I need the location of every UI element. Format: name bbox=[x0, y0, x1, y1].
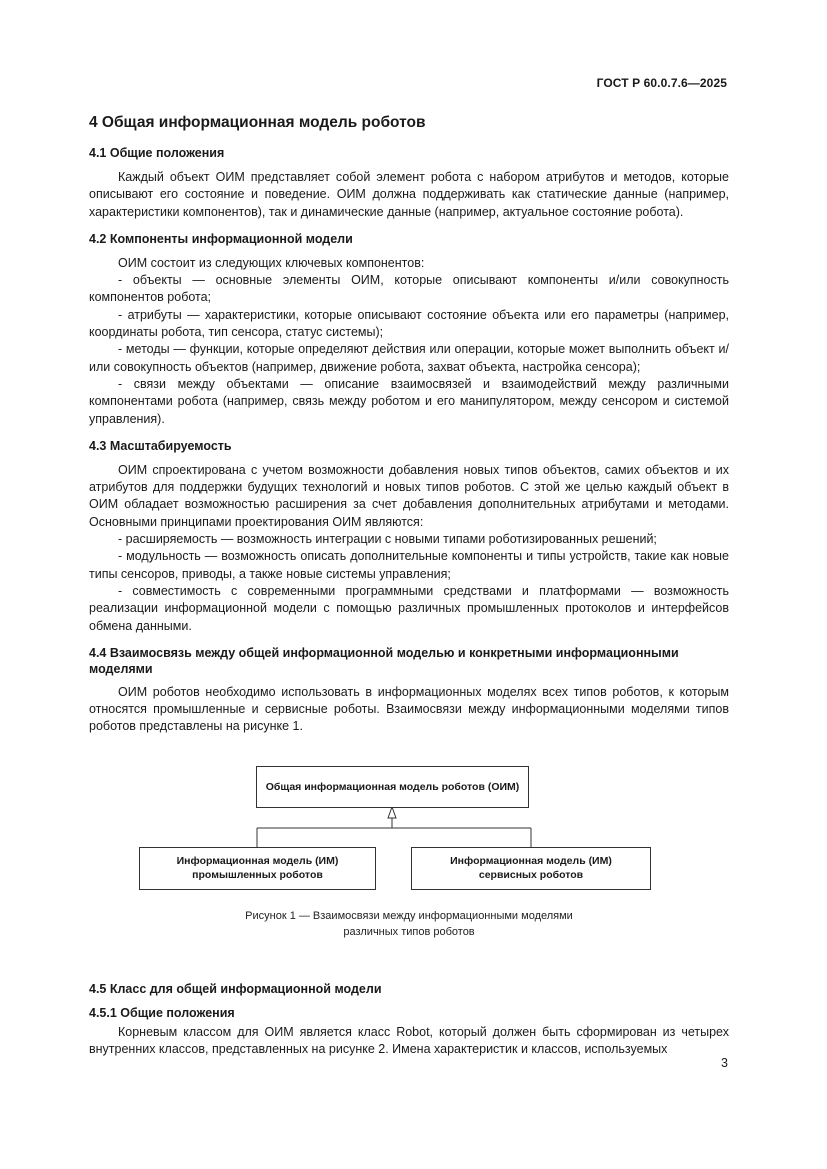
list-item-relations: - связи между объектами — описание взаимосвязей и взаимодействий между различными компонентами робота (например, связь между роботом и его манипулятором, между сенсором и системой управления). bbox=[89, 376, 729, 426]
section-4-2-intro: ОИМ состоит из следующих ключевых компонентов: bbox=[118, 255, 425, 270]
caption-line2: различных типов роботов bbox=[343, 925, 475, 938]
list-item-objects: - объекты — основные элементы ОИМ, которые описывают компоненты и/или совокупность компонентов робота; bbox=[89, 273, 729, 305]
section-4-5-1-paragraph: Корневым классом для ОИМ является класс Robot, который должен быть сформирован из четырех внутренних классов, представленных на рисунке 2. Имена характеристик и классов, используемых bbox=[89, 1024, 729, 1057]
section-4-3-title: 4.3 Масштабируемость bbox=[89, 438, 232, 453]
section-4-1 bbox=[89, 145, 729, 221]
list-item-compatibility: - совместимость с современными программными средствами и платформами — возможность реализации информационной модели с помощью различных промышленных протоколов и интерфейсов обмена данными. bbox=[89, 583, 729, 633]
box-service-model bbox=[411, 847, 651, 890]
page-number: 3 bbox=[721, 1056, 728, 1070]
section-4-1-title: 4.1 Общие положения bbox=[89, 146, 225, 160]
box-service-line2: сервисных роботов bbox=[478, 869, 584, 882]
caption-line1: Рисунок 1 — Взаимосвязи между информационными моделями bbox=[245, 909, 573, 922]
section-4-2-title: 4.2 Компоненты информационной модели bbox=[89, 231, 353, 246]
page-content bbox=[89, 113, 729, 1068]
list-item-extensibility: - расширяемость — возможность интеграции с новыми типами роботизированных решений; bbox=[118, 532, 657, 547]
figure-1-diagram bbox=[89, 753, 729, 971]
figure-1-caption bbox=[89, 908, 729, 940]
list-item-methods: - методы — функции, которые определяют действия или операции, которые может выполнить объект и/или совокупность объектов (например, движение робота, захват объекта, настройка сенсора); bbox=[89, 342, 729, 374]
section-4-2 bbox=[89, 231, 729, 428]
section-4-3-paragraph: ОИМ спроектирована с учетом возможности добавления новых типов объектов, самих объектов и их атрибутов для поддержки будущих технологий и новых типов роботов. С этой же целью каждый объект в ОИМ обладает возможностью расширения за счет добавления дополнительных атрибутами и методами. Основными принципами проектирования ОИМ являются: bbox=[89, 462, 729, 529]
standard-designation: ГОСТ Р 60.0.7.6—2025 bbox=[596, 76, 727, 90]
box-industrial-line1: Информационная модель (ИМ) bbox=[176, 855, 339, 868]
box-general-model: Общая информационная модель роботов (ОИМ) bbox=[256, 766, 529, 808]
section-4-1-paragraph: Каждый объект ОИМ представляет собой элемент робота с набором атрибутов и методов, которые описывают его состояние и поведение. ОИМ должна поддерживать как статические данные (например, характеристики компонентов), так и динамические данные (например, актуальное состояние робота). bbox=[89, 170, 729, 219]
section-4-5-1-title: 4.5.1 Общие положения bbox=[89, 1005, 235, 1020]
box-industrial-model bbox=[139, 847, 376, 890]
section-4-5 bbox=[89, 981, 729, 1059]
section-4-4-title: 4.4 Взаимосвязь между общей информационной моделью и конкретными информационными моделями bbox=[89, 645, 679, 676]
section-4-4 bbox=[89, 645, 729, 971]
section-4-3 bbox=[89, 438, 729, 635]
list-item-modularity: - модульность — возможность описать дополнительные компоненты и типы устройств, такие как новые типы сенсоров, приводы, а также новые системы управления; bbox=[89, 549, 729, 581]
box-service-line1: Информационная модель (ИМ) bbox=[450, 855, 612, 868]
box-industrial-line2: промышленных роботов bbox=[192, 869, 323, 882]
section-4-5-title: 4.5 Класс для общей информационной модели bbox=[89, 981, 382, 996]
list-item-attributes: - атрибуты — характеристики, которые описывают состояние объекта или его параметры (например, координаты робота, тип сенсора, статус системы); bbox=[89, 307, 729, 340]
section-4-4-paragraph: ОИМ роботов необходимо использовать в информационных моделях всех типов роботов, к которым относятся промышленные и сервисные роботы. Взаимосвязи между информационными моделями типов роботов представлены на рисунке 1. bbox=[89, 684, 729, 734]
inheritance-arrow-icon bbox=[388, 807, 396, 818]
section-4-title: 4 Общая информационная модель роботов bbox=[89, 114, 426, 131]
